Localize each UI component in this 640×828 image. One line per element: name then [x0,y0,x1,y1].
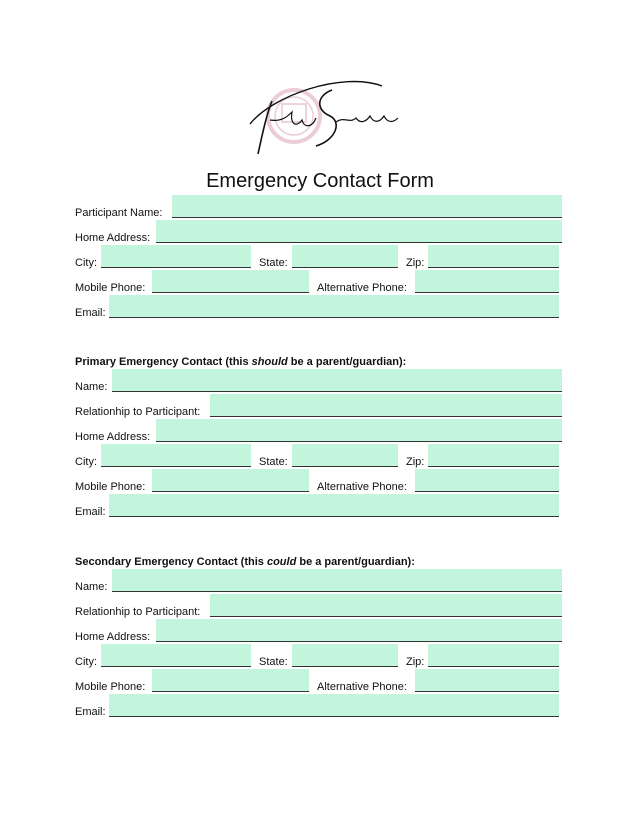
secondary-alt-phone-label: Alternative Phone: [317,681,407,693]
primary-email-label: Email: [75,506,106,518]
participant-state-label: State: [259,257,288,269]
primary-alt-phone-field[interactable] [415,469,559,492]
secondary-mobile-field[interactable] [152,669,309,692]
participant-city-label: City: [75,257,97,269]
primary-state-field[interactable] [292,444,398,467]
primary-zip-field[interactable] [428,444,559,467]
participant-state-field[interactable] [292,245,398,268]
secondary-relationship-label: Relationhip to Participant: [75,606,201,618]
secondary-email-label: Email: [75,706,106,718]
primary-relationship-label: Relationhip to Participant: [75,406,201,418]
primary-alt-phone-label: Alternative Phone: [317,481,407,493]
secondary-email-field[interactable] [109,694,559,717]
primary-city-field[interactable] [101,444,251,467]
participant-city-field[interactable] [101,245,251,268]
secondary-relationship-field[interactable] [210,594,562,617]
primary-name-label: Name: [75,381,108,393]
participant-alt-phone-label: Alternative Phone: [317,282,407,294]
participant-mobile-label: Mobile Phone: [75,282,146,294]
first-stamp-logo [232,76,408,158]
primary-city-label: City: [75,456,97,468]
primary-relationship-field[interactable] [210,394,562,417]
participant-name-label: Participant Name: [75,207,163,219]
secondary-city-label: City: [75,656,97,668]
secondary-alt-phone-field[interactable] [415,669,559,692]
secondary-contact-heading: Secondary Emergency Contact (this could be a parent/guardian): [75,556,415,568]
participant-address-field[interactable] [156,220,562,243]
primary-name-field[interactable] [112,369,562,392]
secondary-address-field[interactable] [156,619,562,642]
primary-zip-label: Zip: [406,456,425,468]
page-title: Emergency Contact Form [206,170,434,192]
primary-email-field[interactable] [109,494,559,517]
participant-zip-label: Zip: [406,257,425,269]
secondary-city-field[interactable] [101,644,251,667]
participant-alt-phone-field[interactable] [415,270,559,293]
primary-state-label: State: [259,456,288,468]
participant-mobile-field[interactable] [152,270,309,293]
participant-email-field[interactable] [109,295,559,318]
participant-address-label: Home Address: [75,232,151,244]
participant-email-label: Email: [75,307,106,319]
secondary-state-field[interactable] [292,644,398,667]
participant-name-field[interactable] [172,195,562,218]
primary-address-label: Home Address: [75,431,151,443]
primary-mobile-label: Mobile Phone: [75,481,146,493]
secondary-zip-label: Zip: [406,656,425,668]
primary-mobile-field[interactable] [152,469,309,492]
secondary-name-label: Name: [75,581,108,593]
secondary-name-field[interactable] [112,569,562,592]
secondary-state-label: State: [259,656,288,668]
secondary-address-label: Home Address: [75,631,151,643]
participant-zip-field[interactable] [428,245,559,268]
secondary-zip-field[interactable] [428,644,559,667]
secondary-mobile-label: Mobile Phone: [75,681,146,693]
primary-contact-heading: Primary Emergency Contact (this should be a parent/guardian): [75,356,407,368]
primary-address-field[interactable] [156,419,562,442]
